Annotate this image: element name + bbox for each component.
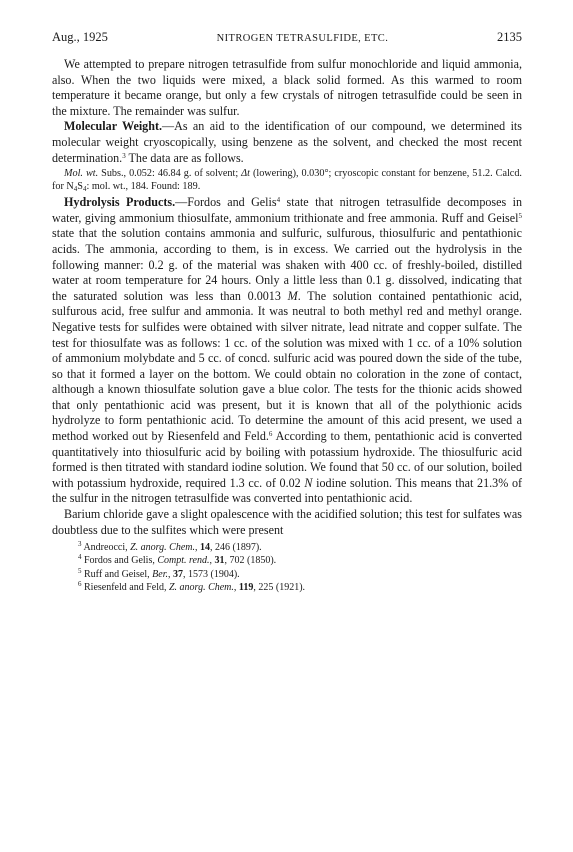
footnotes — [52, 541, 522, 594]
section-heading-hydrolysis: Hydrolysis Products. — [64, 195, 176, 210]
article-body — [52, 57, 522, 538]
running-header — [52, 30, 522, 45]
section-heading-molecular-weight: Molecular Weight. — [64, 119, 162, 134]
footnote-ref-3: 3 — [122, 151, 126, 160]
page-number: 2135 — [496, 30, 522, 44]
footnote-4: $^4$ Fordos and Gelis, Compt. rend., 31, 702 (1850). — [78, 553, 277, 567]
paragraph-hydrolysis-products: Hydrolysis Products.—Fordos and Gelis$^4$ state that nitrogen tetrasulfide decomposes in water, giving ammonium thiosulfate, ammonium trithionate and free ammonia. Ruff and Geisel$^5$ state that the solution contains ammonia and sulfuric, sulfurous, thiosulfuric and pentathionic acids. The ammonia, according to them, is in excess. We carried out the hydrolysis in the following manner: 0.2 g. of the material was shaken with 400 cc. of freshly-boiled, distilled water at room temperature for 24 hours. Only a little less than 0.1 g. dissolved, indicating that the saturated solution was less than 0.0013 M. The solution contained pentathionic acid, sulfurous acid, free sulfur and ammonia. It was neutral to both methyl red and methyl orange. Negative tests for sulfides were obtained with silver nitrate, lead nitrate and copper sulfate. The test for thiosulfate was as follows: 1 cc. of the solution was mixed with 1 cc. of a 10% solution of ammonium molybdate and 5 cc. of concd. sulfuric acid was poured down the side of the tube, so that it formed a layer on the bottom. We could obtain no coloration in the zone of contact, although a known thiosulfate solution gave a blue color. The tests for the thionic acids showed that only pentathionic acid was present, but it is known that all of the polythionic acids hydrolyze to form pentathionic acid. To determine the amount of this acid present, we used a method worked out by Riesenfeld and Feld.$^6$ According to them, pentathionic acid is converted quantitatively into thiosulfuric acid by boiling with potassium hydroxide. The thiosulfuric acid formed is then titrated with standard iodine solution. We found that 50 cc. of our solution, boiled with potassium hydroxide, required 1.3 cc. of 0.02 N iodine solution. This means that 21.3% of the sulfur in the nitrogen tetrasulfide was converted into pentathionic acid. — [52, 195, 523, 506]
footnote-ref-6: 6 — [268, 430, 273, 439]
footnote-3: $^3$ Andreocci, Z. anorg. Chem., 14, 246 (1897). — [78, 540, 262, 554]
footnote-5: $^5$ Ruff and Geisel, Ber., 37, 1573 (1904). — [78, 566, 240, 580]
paragraph-sulfur-monochloride: We attempted to prepare nitrogen tetrasulfide from sulfur monochloride and liquid ammonia, also. When the two liquids were mixed, a black solid formed. As this warmed to room temperature it became orange, but only a few crystals of nitrogen tetrasulfide could be seen in the mixture. The remainder was sulfur. — [52, 57, 522, 118]
footnote-ref-5: 5 — [518, 211, 522, 220]
footnote-ref-4: 4 — [276, 196, 281, 205]
paragraph-barium-chloride: Barium chloride gave a slight opalescence with the acidified solution; this test for sulfates was doubtless due to the sulfites which were present — [52, 507, 522, 537]
journal-page — [52, 30, 522, 594]
header-date: Aug., 1925 — [52, 30, 108, 44]
molecular-weight-data: Mol. wt. Subs., 0.052: 46.84 g. of solvent; Δt (lowering), 0.030°; cryoscopic constant for benzene, 51.2. Calcd. for $N_4S_4$: mol. wt., 184. Found: 189. — [52, 168, 522, 194]
paragraph-molecular-weight: Molecular Weight.—As an aid to the identification of our compound, we determined its molecular weight cryoscopically, using benzene as the solvent, and checked the most recent determination.$^3$ The data are as follows. — [52, 119, 522, 165]
header-title: NITROGEN TETRASULFIDE, ETC. — [216, 33, 389, 44]
footnote-6: $^6$ Riesenfeld and Feld, Z. anorg. Chem., 119, 225 (1921). — [78, 579, 306, 593]
